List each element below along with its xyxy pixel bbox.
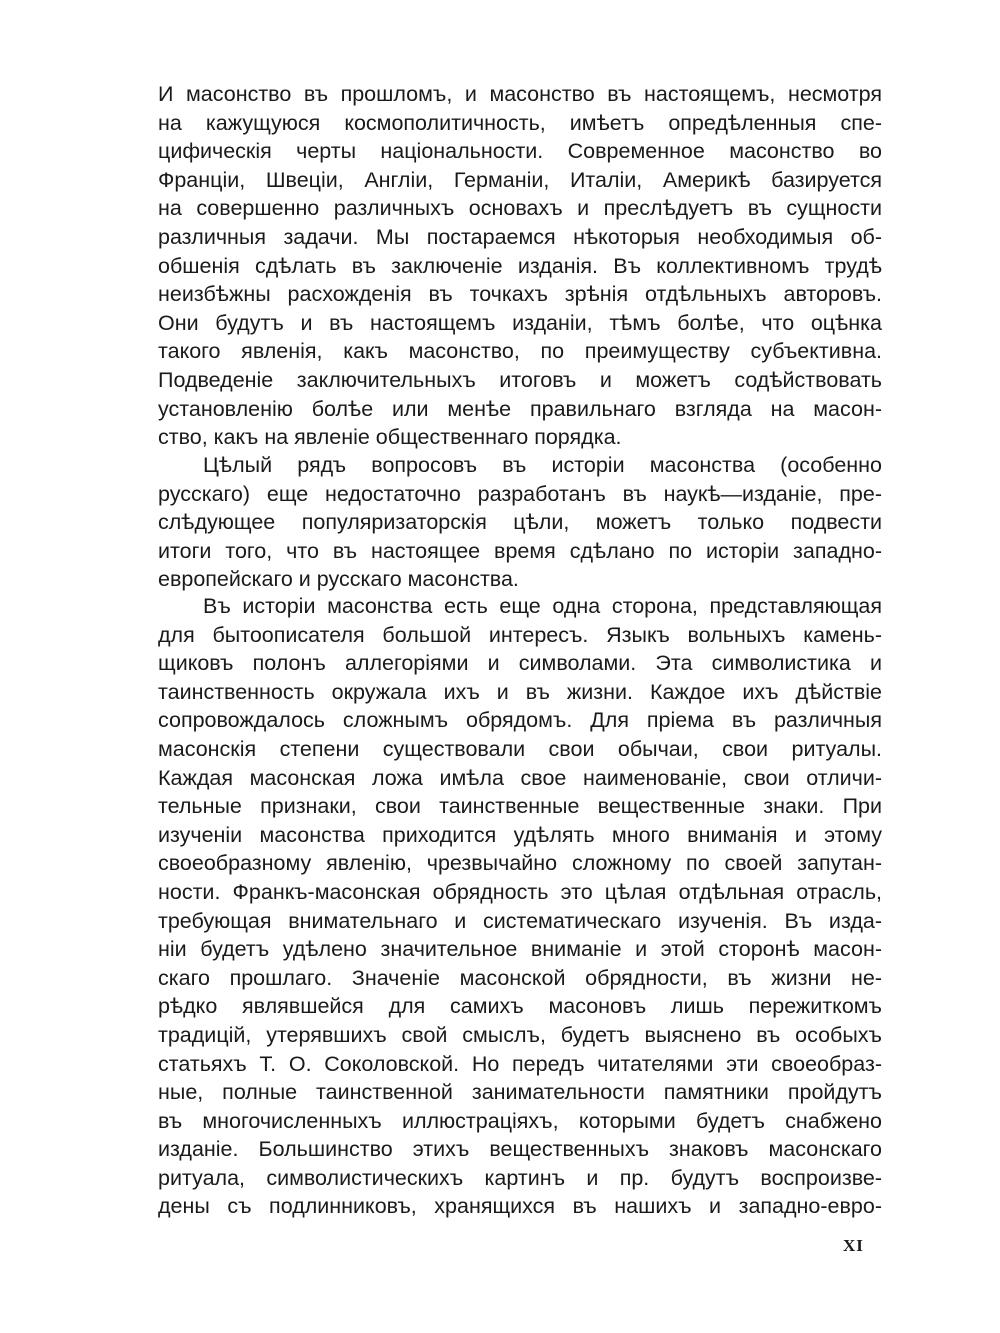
text-line: дены съ подлинниковъ, хранящихся въ нашихъ и западно-евро- xyxy=(158,1194,882,1219)
text-line: скаго прошлаго. Значеніе масонской обрядности, въ жизни не- xyxy=(158,965,882,990)
text-line: Въ исторіи масонства есть еще одна сторона, представляющая xyxy=(203,594,882,618)
text-line: европейскаго и русскаго масонства. xyxy=(158,567,519,592)
text-line: для бытоописателя большой интересъ. Языкъ вольныхъ камень- xyxy=(158,622,882,647)
text-line: обшенія сдѣлать въ заключеніе изданія. Въ коллективномъ трудѣ xyxy=(158,253,882,278)
text-line: ные, полные таинственной занимательности памятники пройдутъ xyxy=(158,1080,882,1105)
text-line: статьяхъ Т. О. Соколовской. Но передъ читателями эти своеобраз- xyxy=(158,1051,882,1076)
text-line: неизбѣжны расхожденія въ точкахъ зрѣнія отдѣльныхъ авторовъ. xyxy=(158,282,882,307)
paragraph-3 xyxy=(158,592,882,1221)
text-line: ности. Франкъ-масонская обрядность это цѣлая отдѣльная отрасль, xyxy=(158,879,882,904)
text-line: ніи будетъ удѣлено значительное вниманіе и этой сторонѣ масон- xyxy=(158,937,882,962)
text-line: рѣдко являвшейся для самихъ масоновъ лишь пережиткомъ xyxy=(158,994,882,1019)
text-line: ритуала, символистическихъ картинъ и пр. будутъ воспроизве- xyxy=(158,1165,882,1190)
text-line: И масонство въ прошломъ, и масонство въ настоящемъ, несмотря xyxy=(158,82,882,106)
text-line: изученіи масонства приходится удѣлять много вниманія и этому xyxy=(158,822,882,847)
paragraph-1 xyxy=(158,80,882,452)
text-line: сопровождалось сложнымъ обрядомъ. Для пріема въ различныя xyxy=(158,708,882,733)
text-line: итоги того, что въ настоящее время сдѣлано по исторіи западно- xyxy=(158,538,882,563)
text-line: изданіе. Большинство этихъ вещественныхъ знаковъ масонскаго xyxy=(158,1137,882,1162)
text-line: требующая внимательнаго и систематическаго изученія. Въ изда- xyxy=(158,908,882,933)
text-line: своеобразному явленію, чрезвычайно сложному по своей запутан- xyxy=(158,851,882,876)
text-line: слѣдующее популяризаторскія цѣли, можетъ только подвести xyxy=(158,510,882,535)
text-line: такого явленія, какъ масонство, по преимуществу субъективна. xyxy=(158,339,882,364)
text-line: русскаго) еще недостаточно разработанъ въ наукѣ—изданіе, пре- xyxy=(158,481,882,506)
text-line: на кажущуюся космополитичность, имѣетъ опредѣленныя спе- xyxy=(158,110,882,135)
text-line: традицій, утерявшихъ свой смыслъ, будетъ выяснено въ особыхъ xyxy=(158,1022,882,1047)
text-line: на совершенно различныхъ основахъ и преслѣдуетъ въ сущности xyxy=(158,196,882,221)
text-line: установленію болѣе или менѣе правильнаго взгляда на масон- xyxy=(158,396,882,421)
text-line: тельные признаки, свои таинственные вещественные знаки. При xyxy=(158,794,882,819)
text-line: Каждая масонская ложа имѣла свое наименованіе, свои отличи- xyxy=(158,765,882,790)
paragraph-2 xyxy=(158,451,882,594)
text-line: въ многочисленныхъ иллюстраціяхъ, которыми будетъ снабжено xyxy=(158,1108,882,1133)
text-line: Цѣлый рядъ вопросовъ въ исторіи масонства (особенно xyxy=(203,453,882,477)
page-number: XI xyxy=(843,1236,864,1255)
text-line: щиковъ полонъ аллегоріями и символами. Эта символистика и xyxy=(158,651,882,676)
text-line: цифическія черты національности. Современное масонство во xyxy=(158,139,882,164)
text-line: Подведеніе заключительныхъ итоговъ и можетъ содѣйствовать xyxy=(158,367,882,392)
text-line: таинственность окружала ихъ и въ жизни. Каждое ихъ дѣйствіе xyxy=(158,679,882,704)
text-line: различныя задачи. Мы постараемся нѣкоторыя необходимыя об- xyxy=(158,224,882,249)
text-line: Франціи, Швеціи, Англіи, Германіи, Италіи, Америкѣ базируется xyxy=(158,167,882,192)
text-line: Они будутъ и въ настоящемъ изданіи, тѣмъ болѣе, что оцѣнка xyxy=(158,310,882,335)
text-line: ство, какъ на явленіе общественнаго порядка. xyxy=(158,425,622,450)
text-line: масонскія степени существовали свои обычаи, свои ритуалы. xyxy=(158,736,882,761)
